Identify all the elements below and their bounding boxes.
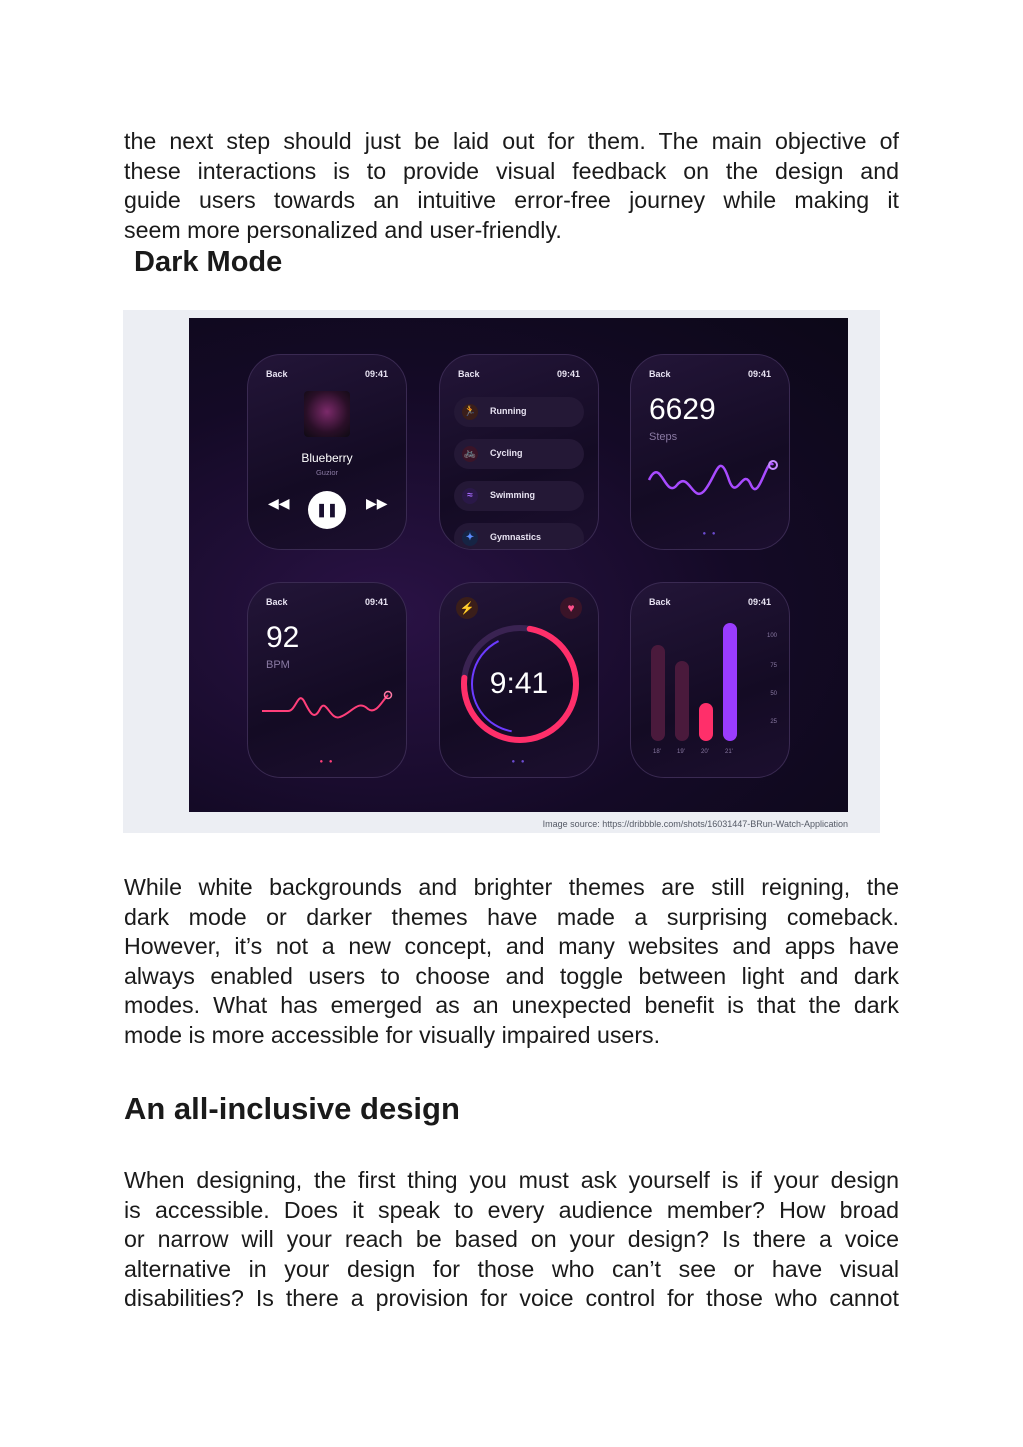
- text-line: is accessible. Does it speak to every audience member? How broad: [124, 1196, 899, 1223]
- text-line: always enabled users to choose and toggle between light and dark: [124, 962, 899, 989]
- back-label: Back: [458, 369, 480, 379]
- activity-item: [454, 523, 584, 550]
- steps-count: 6629: [649, 393, 716, 426]
- day-label: 18': [653, 749, 661, 755]
- text-line: dark mode or darker themes have made a surprising comeback.: [124, 903, 899, 930]
- activity-label: Cycling: [490, 448, 523, 458]
- watch-time: 09:41: [747, 369, 771, 379]
- text-line: disabilities? Is there a provision for voice control for those who cannot: [124, 1285, 899, 1312]
- watch-time: 09:41: [364, 369, 388, 379]
- smartwatch-screens-image: [189, 318, 848, 812]
- bar-chart-watch: [630, 582, 790, 778]
- page-indicator: ● ●: [319, 759, 335, 765]
- back-label: Back: [649, 369, 671, 379]
- activity-item: [454, 439, 584, 469]
- inclusive-design-heading: An all-inclusive design: [124, 1091, 460, 1126]
- activity-item: [454, 397, 584, 427]
- watch-time: 09:41: [747, 597, 771, 607]
- text-line: mode is more accessible for visually impaired users.: [124, 1021, 661, 1048]
- text-line: When designing, the first thing you must ask yourself is if your design: [124, 1167, 899, 1193]
- inclusive-paragraph: [124, 1166, 899, 1314]
- clock-time: 9:41: [489, 667, 549, 700]
- page-indicator: ● ●: [511, 759, 527, 765]
- text-line: the next step should just be laid out for them. The main objective of: [124, 128, 899, 154]
- text-line: However, it’s not a new concept, and many websites and apps have: [124, 933, 899, 960]
- activity-item: [454, 481, 584, 511]
- cycling-icon: 🚲: [462, 446, 478, 462]
- steps-label: Steps: [649, 431, 678, 443]
- back-label: Back: [266, 597, 288, 607]
- text-line: alternative in your design for those who can’t see or have visual: [124, 1255, 899, 1282]
- bar: [699, 703, 713, 741]
- watch-time: 09:41: [556, 369, 580, 379]
- bpm-value: 92: [266, 621, 300, 654]
- bpm-label: BPM: [266, 659, 290, 671]
- pause-icon: ❚❚: [308, 491, 346, 529]
- activity-label: Swimming: [490, 490, 536, 500]
- swimming-icon: ≈: [462, 488, 478, 504]
- page-indicator: ● ●: [702, 531, 718, 537]
- bar: [651, 645, 665, 741]
- song-title: Blueberry: [301, 451, 353, 465]
- clock-watch: [439, 582, 599, 778]
- text-line: guide users towards an intuitive error-free journey while making it: [124, 187, 899, 214]
- level-label: 75: [770, 663, 777, 669]
- activity-label: Running: [490, 406, 527, 416]
- steps-watch: [630, 354, 790, 550]
- day-label: 21': [725, 749, 733, 755]
- heart-icon: ♥: [560, 597, 582, 619]
- back-label: Back: [649, 597, 671, 607]
- artist-name: Guzior: [315, 468, 339, 477]
- heart-rate-wave: [248, 671, 407, 741]
- text-line: or narrow will your reach be based on your design? Is there a voice: [124, 1226, 899, 1253]
- level-label: 50: [770, 691, 777, 697]
- bar: [675, 661, 689, 741]
- level-label: 25: [770, 719, 777, 725]
- text-line: While white backgrounds and brighter themes are still reigning, the: [124, 874, 899, 900]
- gymnastics-icon: ✦: [462, 530, 478, 546]
- running-icon: 🏃: [462, 404, 478, 420]
- heart-rate-watch: [247, 582, 407, 778]
- activities-watch: [439, 354, 599, 550]
- level-label: 100: [766, 633, 777, 639]
- text-line: seem more personalized and user-friendly.: [124, 216, 562, 243]
- next-track-icon: ▶▶: [366, 495, 388, 511]
- bolt-icon: ⚡: [456, 597, 478, 619]
- album-art: [304, 391, 350, 437]
- steps-wave-graph: [631, 445, 790, 515]
- dark-mode-heading: Dark Mode: [134, 246, 283, 278]
- music-player-watch: [247, 354, 407, 550]
- image-credit: Image source: https://dribbble.com/shots/16031447-BRun-Watch-Application: [542, 819, 848, 829]
- day-label: 20': [701, 749, 709, 755]
- previous-track-icon: ◀◀: [268, 495, 290, 511]
- back-label: Back: [266, 369, 288, 379]
- bar: [723, 623, 737, 741]
- intro-paragraph: [124, 127, 899, 245]
- dark-mode-paragraph: [124, 873, 899, 1051]
- day-label: 19': [677, 749, 685, 755]
- smartwatch-ui-figure: [123, 310, 880, 833]
- activity-label: Gymnastics: [490, 532, 542, 542]
- watch-time: 09:41: [364, 597, 388, 607]
- text-line: these interactions is to provide visual feedback on the design and: [124, 157, 899, 184]
- text-line: modes. What has emerged as an unexpected benefit is that the dark: [124, 992, 899, 1019]
